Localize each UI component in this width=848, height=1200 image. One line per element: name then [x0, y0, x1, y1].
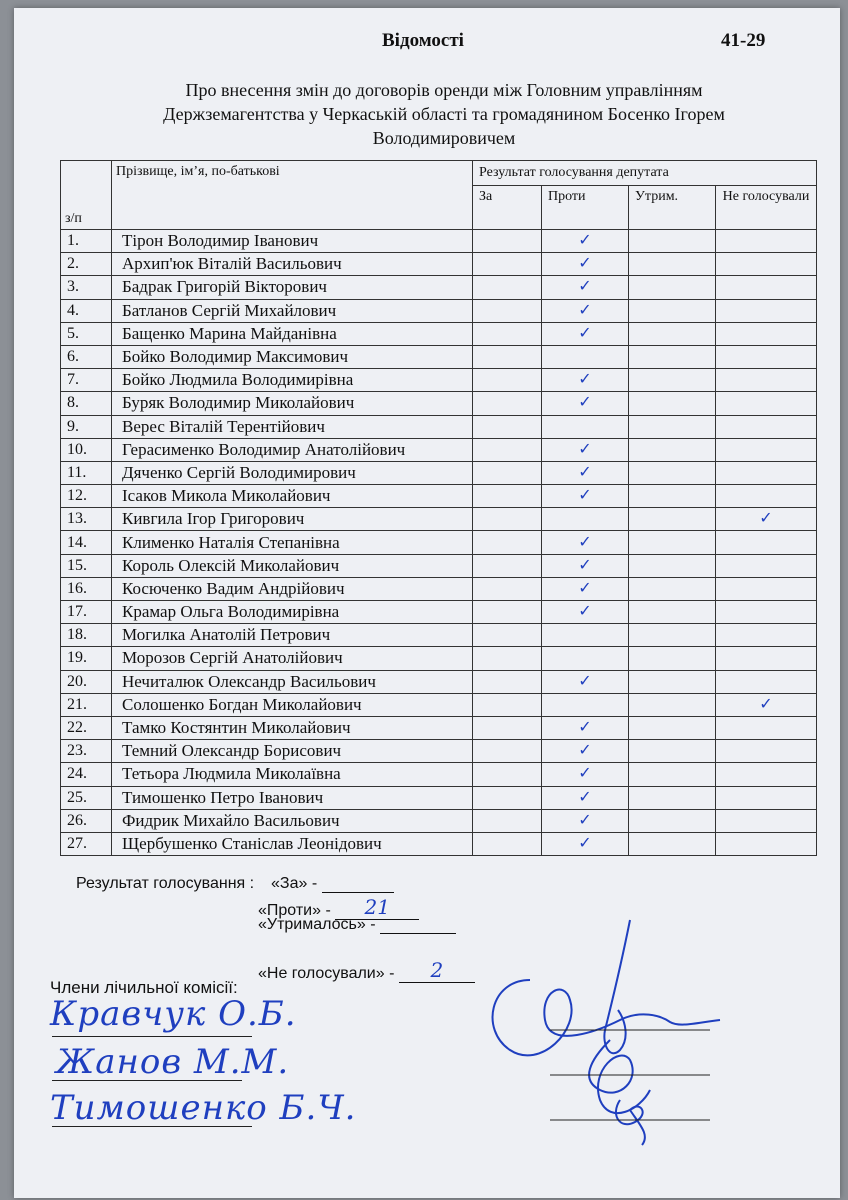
- row-name: Дяченко Сергій Володимирович: [112, 461, 473, 484]
- row-name: Косюченко Вадим Андрійович: [112, 577, 473, 600]
- row-number: 8.: [61, 392, 112, 415]
- vote-utrym-cell: [629, 299, 716, 322]
- table-row: [61, 369, 817, 392]
- row-name: Верес Віталій Терентійович: [112, 415, 473, 438]
- vote-proty-cell: [542, 693, 629, 716]
- row-name: Фидрик Михайло Васильович: [112, 809, 473, 832]
- row-name: Щербушенко Станіслав Леонідович: [112, 832, 473, 855]
- vote-za-cell: [473, 392, 542, 415]
- check-mark-icon: ✓: [578, 763, 592, 783]
- table-row: [61, 740, 817, 763]
- document-title: Відомості: [382, 30, 464, 51]
- check-mark-icon: ✓: [578, 832, 592, 852]
- row-number: 4.: [61, 299, 112, 322]
- vote-proty-cell: [542, 461, 629, 484]
- vote-ne-golosuvaly-cell: [716, 554, 817, 577]
- row-name: Тамко Костянтин Миколайович: [112, 716, 473, 739]
- vote-proty-cell: [542, 230, 629, 253]
- vote-proty-cell: [542, 392, 629, 415]
- vote-za-cell: [473, 786, 542, 809]
- row-number: 18.: [61, 624, 112, 647]
- check-mark-icon: ✓: [578, 322, 592, 342]
- vote-ne-golosuvaly-cell: [716, 253, 817, 276]
- table-row: [61, 716, 817, 739]
- vote-utrym-cell: [629, 345, 716, 368]
- vote-ne-golosuvaly-cell: [716, 322, 817, 345]
- table-row: [61, 508, 817, 531]
- vote-proty-cell: [542, 276, 629, 299]
- results-proty-value: 21: [335, 895, 419, 920]
- row-name: Нечиталюк Олександр Васильович: [112, 670, 473, 693]
- vote-za-cell: [473, 322, 542, 345]
- vote-utrym-cell: [629, 554, 716, 577]
- table-row: [61, 647, 817, 670]
- signature-line: [52, 1036, 252, 1037]
- row-name: Герасименко Володимир Анатолійович: [112, 438, 473, 461]
- table-row: [61, 415, 817, 438]
- vote-za-cell: [473, 716, 542, 739]
- vote-proty-cell: [542, 809, 629, 832]
- table-row: [61, 253, 817, 276]
- row-name: Клименко Наталія Степанівна: [112, 531, 473, 554]
- table-row: [61, 531, 817, 554]
- row-number: 11.: [61, 461, 112, 484]
- row-number: 15.: [61, 554, 112, 577]
- vote-ne-golosuvaly-cell: [716, 786, 817, 809]
- vote-ne-golosuvaly-cell: [716, 716, 817, 739]
- table-row: [61, 577, 817, 600]
- row-number: 22.: [61, 716, 112, 739]
- row-number: 2.: [61, 253, 112, 276]
- vote-ne-golosuvaly-cell: [716, 276, 817, 299]
- vote-proty-cell: [542, 438, 629, 461]
- row-number: 9.: [61, 415, 112, 438]
- table-row: [61, 809, 817, 832]
- vote-utrym-cell: [629, 531, 716, 554]
- check-mark-icon: ✓: [578, 369, 592, 389]
- vote-za-cell: [473, 253, 542, 276]
- vote-za-cell: [473, 624, 542, 647]
- document-number: 41-29: [721, 30, 766, 51]
- row-number: 14.: [61, 531, 112, 554]
- row-number: 6.: [61, 345, 112, 368]
- table-row: [61, 601, 817, 624]
- vote-ne-golosuvaly-cell: [716, 345, 817, 368]
- row-number: 13.: [61, 508, 112, 531]
- vote-proty-cell: [542, 508, 629, 531]
- vote-utrym-cell: [629, 438, 716, 461]
- vote-ne-golosuvaly-cell: [716, 577, 817, 600]
- table-row: [61, 392, 817, 415]
- vote-utrym-cell: [629, 624, 716, 647]
- check-mark-icon: ✓: [578, 670, 592, 690]
- row-number: 20.: [61, 670, 112, 693]
- row-name: Тірон Володимир Іванович: [112, 230, 473, 253]
- vote-ne-golosuvaly-cell: [716, 624, 817, 647]
- vote-proty-cell: [542, 345, 629, 368]
- check-mark-icon: ✓: [578, 392, 592, 412]
- row-number: 24.: [61, 763, 112, 786]
- row-number: 26.: [61, 809, 112, 832]
- col-header-proty: Проти: [542, 186, 629, 230]
- col-header-ne-golosuvaly: Не голосували: [716, 186, 817, 230]
- results-ne-value: 2: [399, 958, 475, 983]
- vote-za-cell: [473, 763, 542, 786]
- vote-proty-cell: [542, 624, 629, 647]
- row-number: 7.: [61, 369, 112, 392]
- vote-za-cell: [473, 601, 542, 624]
- col-header-za: За: [473, 186, 542, 230]
- document-subtitle: Про внесення змін до договорів оренди між Головним управлінням Держземагентства у Черкаській області та громадянином Босенко Ігорем Володимировичем: [163, 80, 725, 148]
- results-label: Результат голосування :: [76, 875, 255, 892]
- table-row: [61, 763, 817, 786]
- row-number: 1.: [61, 230, 112, 253]
- vote-ne-golosuvaly-cell: [716, 485, 817, 508]
- table-row: [61, 438, 817, 461]
- vote-proty-cell: [542, 763, 629, 786]
- vote-utrym-cell: [629, 461, 716, 484]
- row-name: Морозов Сергій Анатолійович: [112, 647, 473, 670]
- table-row: [61, 670, 817, 693]
- vote-ne-golosuvaly-cell: [716, 392, 817, 415]
- row-name: Бойко Володимир Максимович: [112, 345, 473, 368]
- vote-utrym-cell: [629, 693, 716, 716]
- vote-ne-golosuvaly-cell: [716, 693, 817, 716]
- col-header-result: Результат голосування депутата: [473, 161, 817, 186]
- row-number: 5.: [61, 322, 112, 345]
- row-number: 16.: [61, 577, 112, 600]
- vote-za-cell: [473, 508, 542, 531]
- check-mark-icon: ✓: [578, 717, 592, 737]
- vote-za-cell: [473, 276, 542, 299]
- check-mark-icon: ✓: [578, 461, 592, 481]
- table-row: [61, 624, 817, 647]
- vote-proty-cell: [542, 740, 629, 763]
- row-name: Батланов Сергій Михайлович: [112, 299, 473, 322]
- vote-utrym-cell: [629, 647, 716, 670]
- vote-proty-cell: [542, 369, 629, 392]
- commission-member-signature: Жанов М.М.: [56, 1042, 290, 1082]
- table-row: [61, 299, 817, 322]
- results-za-line: [76, 875, 394, 893]
- col-header-utrym: Утрим.: [629, 186, 716, 230]
- vote-za-cell: [473, 230, 542, 253]
- vote-ne-golosuvaly-cell: [716, 369, 817, 392]
- vote-proty-cell: [542, 832, 629, 855]
- results-utr-label: «Утрималось» -: [258, 916, 376, 933]
- row-name: Бойко Людмила Володимирівна: [112, 369, 473, 392]
- row-number: 19.: [61, 647, 112, 670]
- results-za-value: [322, 892, 394, 893]
- vote-za-cell: [473, 461, 542, 484]
- vote-proty-cell: [542, 415, 629, 438]
- check-mark-icon: ✓: [759, 693, 773, 713]
- vote-za-cell: [473, 415, 542, 438]
- vote-utrym-cell: [629, 670, 716, 693]
- check-mark-icon: ✓: [578, 786, 592, 806]
- row-number: 12.: [61, 485, 112, 508]
- table-row: [61, 554, 817, 577]
- vote-utrym-cell: [629, 832, 716, 855]
- check-mark-icon: ✓: [578, 230, 592, 250]
- row-number: 23.: [61, 740, 112, 763]
- vote-utrym-cell: [629, 786, 716, 809]
- table-row: [61, 832, 817, 855]
- vote-utrym-cell: [629, 577, 716, 600]
- check-mark-icon: ✓: [578, 299, 592, 319]
- vote-proty-cell: [542, 786, 629, 809]
- row-number: 25.: [61, 786, 112, 809]
- vote-ne-golosuvaly-cell: [716, 531, 817, 554]
- row-number: 21.: [61, 693, 112, 716]
- results-utr-value: [380, 933, 456, 934]
- row-name: Темний Олександр Борисович: [112, 740, 473, 763]
- commission-member-signature: Кравчук О.Б.: [50, 994, 297, 1034]
- signature-line: [52, 1080, 242, 1081]
- row-name: Архип'юк Віталій Васильович: [112, 253, 473, 276]
- vote-table-body: [61, 230, 817, 856]
- row-name: Буряк Володимир Миколайович: [112, 392, 473, 415]
- vote-za-cell: [473, 299, 542, 322]
- vote-ne-golosuvaly-cell: [716, 438, 817, 461]
- col-header-name: Прізвище, ім’я, по-батькові: [112, 161, 473, 230]
- results-ne-label: «Не голосували» -: [258, 965, 395, 982]
- vote-ne-golosuvaly-cell: [716, 601, 817, 624]
- vote-za-cell: [473, 647, 542, 670]
- vote-ne-golosuvaly-cell: [716, 809, 817, 832]
- vote-proty-cell: [542, 322, 629, 345]
- table-row: [61, 322, 817, 345]
- table-row: [61, 693, 817, 716]
- vote-za-cell: [473, 670, 542, 693]
- row-name: Ісаков Микола Миколайович: [112, 485, 473, 508]
- table-row: [61, 485, 817, 508]
- vote-ne-golosuvaly-cell: [716, 647, 817, 670]
- vote-proty-cell: [542, 577, 629, 600]
- row-name: Солошенко Богдан Миколайович: [112, 693, 473, 716]
- check-mark-icon: ✓: [578, 809, 592, 829]
- vote-utrym-cell: [629, 392, 716, 415]
- vote-proty-cell: [542, 670, 629, 693]
- table-row: [61, 786, 817, 809]
- chairman-signature: [470, 910, 750, 1150]
- table-row: [61, 230, 817, 253]
- commission-label: Члени лічильної комісії:: [50, 978, 238, 997]
- vote-proty-cell: [542, 647, 629, 670]
- results-za-label: «За» -: [271, 875, 318, 892]
- vote-utrym-cell: [629, 601, 716, 624]
- table-row: [61, 345, 817, 368]
- check-mark-icon: ✓: [578, 554, 592, 574]
- vote-ne-golosuvaly-cell: [716, 461, 817, 484]
- vote-ne-golosuvaly-cell: [716, 415, 817, 438]
- results-proty-label: «Проти» -: [258, 902, 331, 919]
- vote-proty-cell: [542, 531, 629, 554]
- vote-proty-cell: [542, 253, 629, 276]
- vote-utrym-cell: [629, 508, 716, 531]
- table-row: [61, 276, 817, 299]
- vote-za-cell: [473, 531, 542, 554]
- vote-ne-golosuvaly-cell: [716, 230, 817, 253]
- col-header-number: з/п: [61, 161, 112, 230]
- results-utr-line: [258, 916, 456, 934]
- vote-proty-cell: [542, 485, 629, 508]
- vote-utrym-cell: [629, 740, 716, 763]
- vote-utrym-cell: [629, 369, 716, 392]
- vote-table: [60, 160, 817, 856]
- row-name: Крамар Ольга Володимирівна: [112, 601, 473, 624]
- check-mark-icon: ✓: [578, 577, 592, 597]
- check-mark-icon: ✓: [578, 601, 592, 621]
- row-name: Бадрак Григорій Вікторович: [112, 276, 473, 299]
- vote-utrym-cell: [629, 322, 716, 345]
- vote-za-cell: [473, 554, 542, 577]
- signature-line: [52, 1126, 252, 1127]
- results-ne-line: [258, 958, 475, 983]
- vote-za-cell: [473, 832, 542, 855]
- vote-za-cell: [473, 577, 542, 600]
- check-mark-icon: ✓: [578, 438, 592, 458]
- vote-utrym-cell: [629, 230, 716, 253]
- vote-za-cell: [473, 369, 542, 392]
- vote-utrym-cell: [629, 809, 716, 832]
- commission-member-signature: Тимошенко Б.Ч.: [50, 1088, 357, 1128]
- vote-za-cell: [473, 438, 542, 461]
- vote-proty-cell: [542, 299, 629, 322]
- table-row: [61, 461, 817, 484]
- vote-utrym-cell: [629, 276, 716, 299]
- check-mark-icon: ✓: [578, 253, 592, 273]
- vote-utrym-cell: [629, 253, 716, 276]
- vote-proty-cell: [542, 601, 629, 624]
- vote-utrym-cell: [629, 485, 716, 508]
- vote-utrym-cell: [629, 415, 716, 438]
- row-name: Кивгила Ігор Григорович: [112, 508, 473, 531]
- row-name: Могилка Анатолій Петрович: [112, 624, 473, 647]
- vote-ne-golosuvaly-cell: [716, 740, 817, 763]
- row-number: 3.: [61, 276, 112, 299]
- vote-proty-cell: [542, 554, 629, 577]
- vote-utrym-cell: [629, 763, 716, 786]
- row-number: 27.: [61, 832, 112, 855]
- check-mark-icon: ✓: [759, 508, 773, 528]
- vote-ne-golosuvaly-cell: [716, 832, 817, 855]
- row-name: Тетьора Людмила Миколаївна: [112, 763, 473, 786]
- check-mark-icon: ✓: [578, 531, 592, 551]
- vote-za-cell: [473, 485, 542, 508]
- row-name: Король Олексій Миколайович: [112, 554, 473, 577]
- vote-utrym-cell: [629, 716, 716, 739]
- vote-proty-cell: [542, 716, 629, 739]
- row-name: Бащенко Марина Майданівна: [112, 322, 473, 345]
- check-mark-icon: ✓: [578, 485, 592, 505]
- row-number: 10.: [61, 438, 112, 461]
- row-number: 17.: [61, 601, 112, 624]
- vote-za-cell: [473, 693, 542, 716]
- vote-ne-golosuvaly-cell: [716, 670, 817, 693]
- check-mark-icon: ✓: [578, 276, 592, 296]
- vote-ne-golosuvaly-cell: [716, 299, 817, 322]
- vote-za-cell: [473, 345, 542, 368]
- vote-za-cell: [473, 809, 542, 832]
- row-name: Тимошенко Петро Іванович: [112, 786, 473, 809]
- check-mark-icon: ✓: [578, 740, 592, 760]
- vote-ne-golosuvaly-cell: [716, 508, 817, 531]
- vote-za-cell: [473, 740, 542, 763]
- vote-ne-golosuvaly-cell: [716, 763, 817, 786]
